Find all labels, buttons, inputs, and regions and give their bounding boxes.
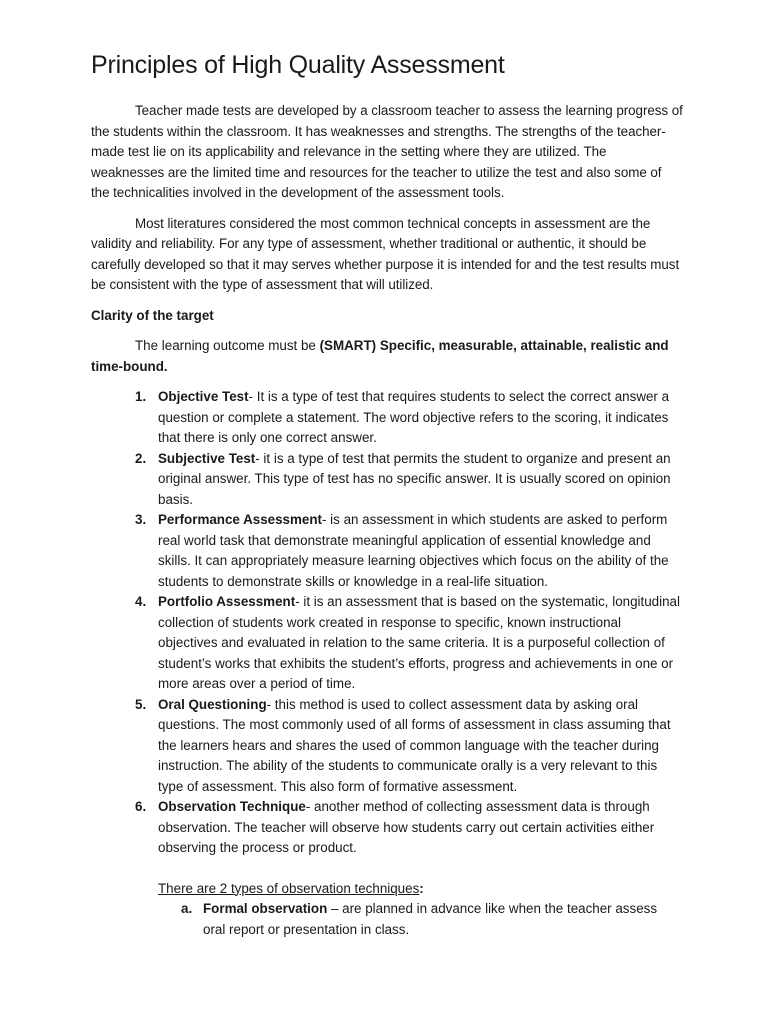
list-item-number: 4. [135, 594, 147, 609]
intro-paragraph-1: Teacher made tests are developed by a classroom teacher to assess the learning progress of the students within the classroom. It has weaknesses and strengths. The strengths of the teacher-made test lie on its applicability and relevance in the setting where they are utilized. The weaknesses are the limited time and resources for the teacher to utilize the test and also some of the technicalities involved in the development of the assessment tools. [91, 103, 683, 200]
list-item-text: - it is a type of test that permits the student to organize and present an original answer. This type of test has no specific answer. It is usually scored on opinion basis. [158, 450, 671, 507]
smart-prefix: The learning outcome must be [135, 338, 320, 353]
observation-types-heading-text: There are 2 types of observation techniques [158, 880, 420, 896]
list-item-number: 3. [135, 512, 147, 527]
list-item-term: Subjective Test [158, 450, 256, 466]
intro-paragraph-2: Most literatures considered the most common technical concepts in assessment are the validity and reliability. For any type of assessment, whether traditional or authentic, it should be carefully developed so that it may serves whether purpose it is intended for and the test results must be consistent with the type of assessment that will utilized. [91, 215, 680, 292]
observation-types-list [91, 899, 683, 940]
list-item-number: 2. [135, 450, 147, 466]
list-item-text: - is an assessment in which students are asked to perform real world task that demonstrate meaningful application of essential knowledge and skills. It can appropriately measure learning objectives which focus on the ability of the students to demonstrate skills or knowledge in a real-life situation. [158, 512, 669, 589]
document-page [91, 48, 683, 940]
list-item [91, 449, 683, 511]
list-item-term: Oral Questioning [158, 696, 267, 712]
list-item [91, 899, 683, 940]
document-title: Principles of High Quality Assessment [91, 51, 505, 79]
list-item-term: Performance Assessment [158, 512, 322, 527]
list-item [91, 592, 683, 695]
list-item-text: - another method of collecting assessment data is through observation. The teacher will observe how students carry out certain activities either observing the process or product. [158, 799, 655, 855]
list-item-number: 1. [135, 389, 147, 404]
list-item-text: - it is an assessment that is based on the systematic, longitudinal collection of students work created in response to specific, known instructional objectives and evaluated in relation to the same criteria. It is a purposeful collection of student’s works that exhibits the student’s efforts, progress and achievements in one or more areas over a period of time. [158, 594, 680, 691]
list-item [91, 695, 683, 798]
observation-types-heading-colon: : [419, 880, 424, 896]
observation-types-heading [158, 879, 683, 900]
sub-item-term: Formal observation [203, 901, 328, 916]
list-item-text: - this method is used to collect assessment data by asking oral questions. The most commonly used of all forms of assessment in class assuming that the learners hears and shares the used of common language with the teacher during instruction. The ability of the students to communicate orally is a very relevant to this type of assessment. This also form of formative assessment. [158, 696, 671, 794]
assessment-types-list [91, 387, 683, 859]
list-item-number: 5. [135, 696, 147, 712]
smart-paragraph [91, 336, 683, 377]
list-item-number: 6. [135, 799, 147, 814]
smart-bold-text: (SMART) Specific, measurable, attainable, realistic and time-bound. [91, 338, 669, 374]
list-item-text: - It is a type of test that requires students to select the correct answer a question or complete a statement. The word objective refers to the scoring, it indicates that there is only one correct answer. [158, 389, 670, 445]
section-heading: Clarity of the target [91, 307, 214, 323]
list-item [91, 797, 683, 859]
sub-item-text: – are planned in advance like when the teacher assess oral report or presentation in class. [203, 901, 658, 937]
list-item [91, 387, 683, 449]
list-item-term: Objective Test [158, 389, 249, 404]
list-item [91, 510, 683, 592]
list-item-term: Portfolio Assessment [158, 594, 296, 609]
list-item-term: Observation Technique [158, 799, 306, 814]
sub-item-letter: a. [181, 901, 193, 916]
